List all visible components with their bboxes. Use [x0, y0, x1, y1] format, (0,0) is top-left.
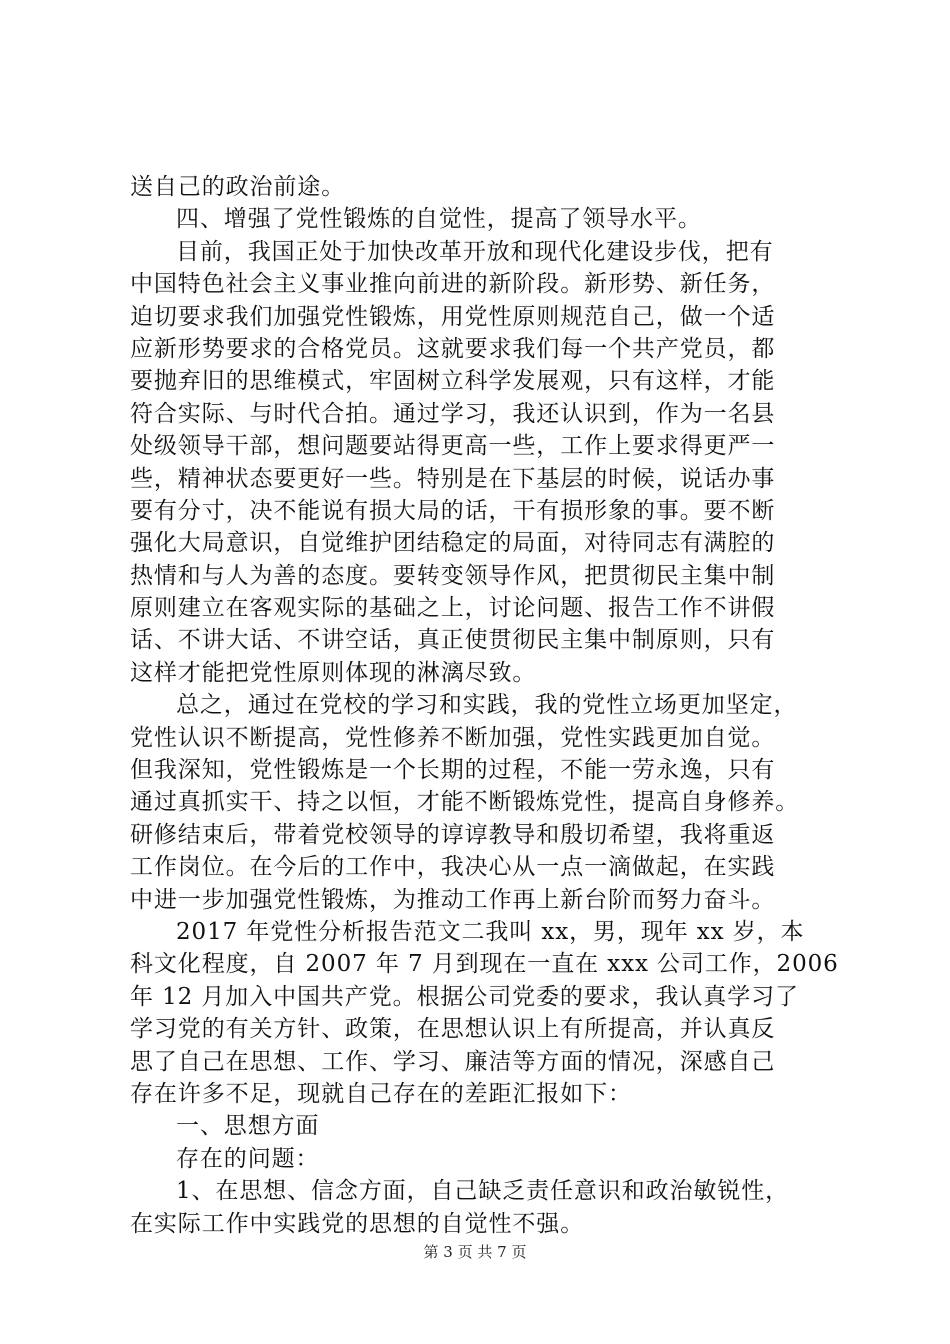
text-line: 原则建立在客观实际的基础之上，讨论问题、报告工作不讲假	[130, 595, 776, 622]
text-line: 总之，通过在党校的学习和实践，我的党性立场更加坚定，	[176, 692, 798, 719]
text-line: 要抛弃旧的思维模式，牢固树立科学发展观，只有这样，才能	[130, 368, 776, 395]
text-line: 强化大局意识，自觉维护团结稳定的局面，对待同志有满腔的	[130, 530, 776, 557]
text-line: 中进一步加强党性锻炼，为推动工作再上新台阶而努力奋斗。	[130, 886, 776, 913]
document-body	[130, 171, 839, 1240]
text-line: 在实际工作中实践党的思想的自觉性不强。	[130, 1210, 585, 1237]
page-number-footer: 第 3 页 共 7 页	[423, 1243, 527, 1261]
text-line: 目前，我国正处于加快改革开放和现代化建设步伐，把有	[176, 238, 774, 265]
text-line: 科文化程度，自 2007 年 7 月到现在一直在 xxx 公司工作，2006	[130, 951, 839, 978]
text-line: 工作岗位。在今后的工作中，我决心从一点一滴做起，在实践	[130, 854, 776, 881]
text-line: 送自己的政治前途。	[130, 174, 346, 200]
text-line: 一、思想方面	[176, 1113, 320, 1140]
text-line: 通过真抓实干、持之以恒，才能不断锻炼党性，提高自身修养。	[130, 789, 800, 816]
text-line: 热情和与人为善的态度。要转变领导作风，把贯彻民主集中制	[130, 562, 776, 589]
text-line: 2017 年党性分析报告范文二我叫 xx，男，现年 xx 岁，本	[176, 918, 805, 945]
text-line: 年 12 月加入中国共产党。根据公司党委的要求，我认真学习了	[130, 983, 799, 1010]
text-line: 存在的问题：	[176, 1145, 320, 1172]
text-line: 党性认识不断提高，党性修养不断加强，党性实践更加自觉。	[130, 724, 776, 751]
text-line: 但我深知，党性锻炼是一个长期的过程，不能一劳永逸，只有	[130, 757, 776, 784]
text-line: 应新形势要求的合格党员。这就要求我们每一个共产党员，都	[130, 335, 776, 362]
text-line: 1、在思想、信念方面，自己缺乏责任意识和政治敏锐性，	[176, 1178, 790, 1205]
text-line: 迫切要求我们加强党性锻炼，用党性原则规范自己，做一个适	[130, 303, 776, 330]
text-line: 存在许多不足，现就自己存在的差距汇报如下：	[130, 1080, 632, 1107]
text-line: 思了自己在思想、工作、学习、廉洁等方面的情况，深感自己	[130, 1048, 776, 1075]
text-line: 中国特色社会主义事业推向前进的新阶段。新形势、新任务，	[130, 271, 776, 298]
text-line: 符合实际、与时代合拍。通过学习，我还认识到，作为一名县	[130, 400, 776, 427]
text-line: 研修结束后，带着党校领导的谆谆教导和殷切希望，我将重返	[130, 821, 776, 848]
text-line: 话、不讲大话、不讲空话，真正使贯彻民主集中制原则，只有	[130, 627, 776, 654]
text-line: 要有分寸，决不能说有损大局的话，干有损形象的事。要不断	[130, 497, 776, 524]
text-line: 这样才能把党性原则体现的淋漓尽致。	[130, 659, 537, 686]
text-line: 学习党的有关方针、政策，在思想认识上有所提高，并认真反	[130, 1016, 776, 1043]
text-line: 处级领导干部，想问题要站得更高一些，工作上要求得更严一	[130, 433, 776, 460]
text-line: 些，精神状态要更好一些。特别是在下基层的时候，说话办事	[130, 465, 776, 492]
text-line: 四、增强了党性锻炼的自觉性，提高了领导水平。	[176, 206, 702, 233]
